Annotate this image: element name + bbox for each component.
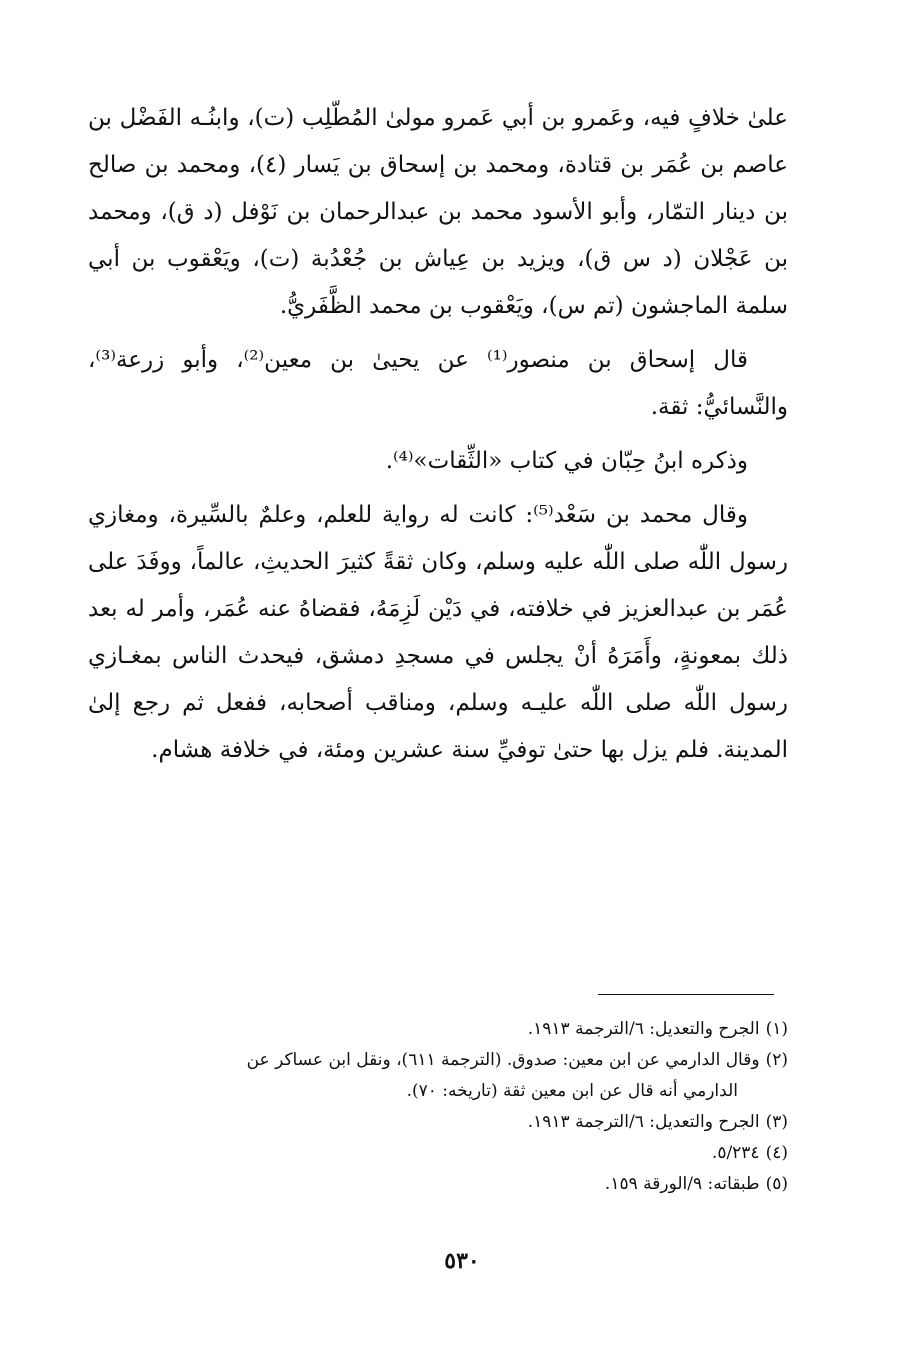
footnote-3 — [88, 1107, 788, 1138]
paragraph-tawthiq: قال إسحاق بن منصور⁽¹⁾ عن يحيىٰ بن معين⁽²⁾، وأبو زرعة⁽³⁾، والنَّسائيُّ: ثقة. — [88, 347, 788, 420]
paragraph-ibn-sad: وقال محمد بن سَعْد⁽⁵⁾: كانت له رواية للعلم، وعلمٌ بالسِّيرة، ومغازي رسول اللّٰه صلى اللّٰه عليه وسلم، وكان ثقةً كثيرَ الحديثِ، عالماً، ووفَدَ على عُمَر بن عبدالعزيز في خلافته، في دَيْن لَزِمَهُ، فقضاهُ عنه عُمَر، وأمر له بعد ذلك بمعونةٍ، وأَمَرَهُ أنْ يجلس في مسجدِ دمشق، فيحدث الناس بمغـازي رسول اللّٰه صلى اللّٰه عليـه وسلم، ومناقب أصحابه، ففعل ثم رجع إلىٰ المدينة. فلم يزل بها حتىٰ توفيِّ سنة عشرين ومئة، في خلافة هشام. — [88, 502, 788, 763]
footnote-text: الجرح والتعديل: ٦/الترجمة ١٩١٣. — [527, 1019, 760, 1039]
footnote-separator — [598, 994, 774, 995]
footnotes — [88, 1014, 788, 1200]
footnote-1 — [88, 1014, 788, 1045]
footnote-text: الجرح والتعديل: ٦/الترجمة ١٩١٣. — [527, 1112, 760, 1132]
footnote-2-continuation: الدارمي أنه قال عن ابن معين ثقة (تاريخه: ٧٠). — [406, 1081, 738, 1101]
paragraph-ibn-hibban: وذكره ابنُ حِبّان في كتاب «الثِّقات»⁽⁴⁾. — [385, 448, 748, 474]
footnote-number: (١) — [765, 1019, 788, 1039]
footnote-text: طبقاته: ٩/الورقة ١٥٩. — [604, 1174, 760, 1194]
footnote-2 — [88, 1045, 788, 1076]
footnote-4 — [88, 1138, 788, 1169]
footnote-number: (٤) — [765, 1143, 788, 1163]
main-text — [88, 95, 788, 781]
footnote-text: ٥/٢٣٤. — [711, 1143, 760, 1163]
footnote-number: (٥) — [765, 1174, 788, 1194]
footnote-number: (٢) — [765, 1050, 788, 1070]
page-number: ٥٣٠ — [444, 1248, 480, 1274]
footnote-number: (٣) — [765, 1112, 788, 1132]
footnote-5 — [88, 1169, 788, 1200]
paragraph-narrators: علىٰ خلافٍ فيه، وعَمرو بن أبي عَمرو مولىٰ المُطّلِب (ت)، وابنُـه الفَضْل بن عاصم بن عُمَر بن قتادة، ومحمد بن إسحاق بن يَسار (٤)، ومحمد بن صالح بن دينار التمّار، وأبو الأسود محمد بن عبدالرحمان بن نَوْفل (د ق)، ومحمد بن عَجْلان (د س ق)، ويزيد بن عِياش بن جُعْدُبة (ت)، ويَعْقوب بن أبي سلمة الماجشون (تم س)، ويَعْقوب بن محمد الظَّفَريُّ. — [88, 105, 788, 319]
footnote-text: وقال الدارمي عن ابن معين: صدوق. (الترجمة ٦١١)، ونقل ابن عساكر عن — [246, 1050, 760, 1070]
